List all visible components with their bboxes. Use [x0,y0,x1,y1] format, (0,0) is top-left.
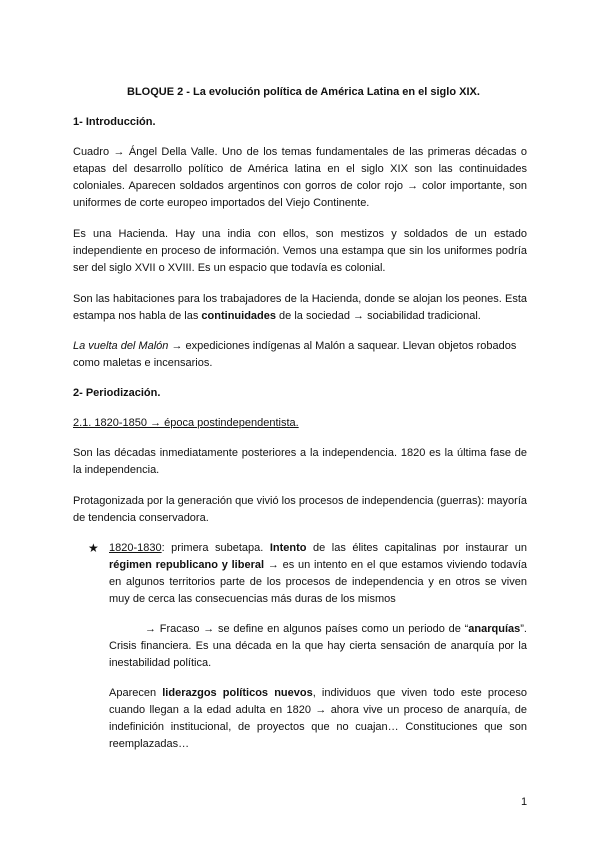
period-p2-line1: Protagonizada por la generación que vivió los procesos de independencia (guerras): mayoría [73,495,527,507]
document-title: BLOQUE 2 - La evolución política de América Latina en el siglo XIX. [127,86,480,98]
text-run: de las élites capitalinas por instaurar un [306,542,527,554]
page-number: 1 [521,796,528,808]
lideres-line4: reemplazadas… [109,738,190,750]
continuidades-bold: continuidades [201,310,276,322]
intro-p2-line3: ser del siglo XVII o XVIII. Es un espacio que todavía es colonial. [73,262,386,274]
fracaso-line1 [145,622,527,636]
period-heading: 2- Periodización. [73,387,161,399]
period-p1-line2: la independencia. [73,464,160,476]
period-p2-line2: de tendencia conservadora. [73,512,209,524]
malon-title-italic: La vuelta del Malón → [73,340,183,352]
fracaso-line2: Crisis financiera. Es una década en la que hay cierta sensación de anarquía por la [109,640,527,652]
intro-p1-line4: uniformes de corte europeo importados del Viejo Continente. [73,197,370,209]
text-run: de la sociedad → sociabilidad tradicional. [275,310,481,322]
anarquias-bold: anarquías [468,623,521,635]
text-run: estampa nos habla de las [73,310,202,322]
text-run: : primera subetapa. [161,542,270,554]
intro-p4-line1 [73,339,516,353]
text-run: ”. [520,623,527,635]
bullet-line4: muy de cerca las consecuencias más duras de los mismos [109,593,396,605]
text-run: , individuos que viven todo este proceso [312,687,527,699]
text-run: → Fracaso → se define en algunos países como un periodo de “ [145,623,469,635]
intro-p2-line1: Es una Hacienda. Hay una india con ellos, son mestizos y soldados de un estado [73,228,527,240]
intro-heading: 1- Introducción. [73,116,156,128]
star-bullet-icon: ★ [88,541,99,555]
intro-p3-line1: Son las habitaciones para los trabajadores de la Hacienda, donde se alojan los peones. Esta [73,293,527,305]
intento-bold: Intento [269,542,307,554]
liderazgos-bold: liderazgos políticos nuevos [162,687,313,699]
lideres-line2: cuando llegan a la edad adulta en 1820 → ahora vive un proceso de anarquía, de [109,704,527,716]
fracaso-line3: inestabilidad política. [109,657,212,669]
intro-p3-line2 [73,309,481,323]
bullet-line3: en algunos territorios parte de los procesos de independencia y en otros se viven [109,576,527,588]
period-1820-1830: 1820-1830 [109,542,162,554]
regimen-bold: régimen republicano y liberal [109,559,265,571]
lideres-line1 [109,686,527,700]
bullet-line1 [109,541,527,555]
intro-p2-line2: independiente en proceso de información. Vemos una estampa que sin los uniformes podría [73,245,527,257]
text-run: expediciones indígenas al Malón a saquear. Llevan objetos robados [182,340,517,352]
intro-p1-line2: etapas del desarrollo político de América latina en el siglo XIX son las continuidades [73,163,527,175]
text-run: Aparecen [109,687,163,699]
text-run: → es un intento en el que estamos viviendo todavía [264,559,527,571]
bullet-line2 [109,558,527,572]
intro-p1-line1: Cuadro → Ángel Della Valle. Uno de los temas fundamentales de las primeras décadas o [73,146,527,158]
intro-p4-line2: como maletas e incensarios. [73,357,213,369]
period-p1-line1: Son las décadas inmediatamente posteriores a la independencia. 1820 es la última fase de [73,447,527,459]
lideres-line3: indefinición institucional, de proyectos que no cuajan… Constituciones que son [109,721,527,733]
intro-p1-line3: coloniales. Aparecen soldados argentinos con gorros de color rojo → color importante, son [73,180,527,192]
subsection-heading: 2.1. 1820-1850 → época postindependentista. [73,417,299,429]
